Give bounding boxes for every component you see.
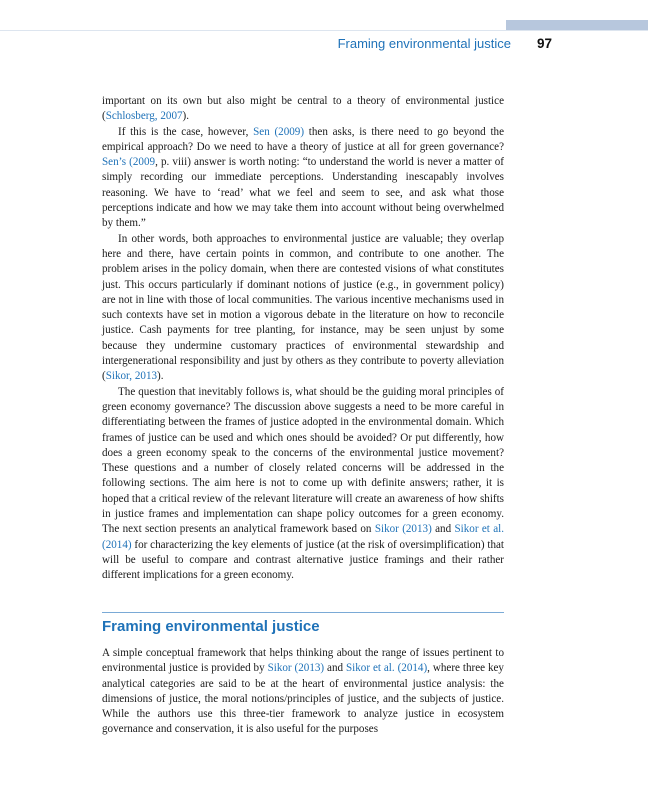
section-heading: Framing environmental justice xyxy=(102,618,320,635)
citation-link[interactable]: Schlosberg, 2007 xyxy=(105,110,183,123)
paragraph-guiding-principles: The question that inevitably follows is, what should be the guiding moral principles of green economy governance? The discussion above suggests a need to be more careful in differentiating between the frames of justice adopted in the environmental domain. Which frames of justice can be used and which ones should be avoided? Or put differently, how does a green economy speak to the concerns of the environmental justice movement? These questions and a number of closely related concerns will be addressed in the following sections. The aim here is not to come up with definite answers; rather, it is hoped that a critical review of the relevant literature will create an awareness of how shifts in justice frames and implementation can shape policy outcomes for a green economy. The next section presents an analytical framework based on Sikor (2013) and Sikor et al. (2014) for characterizing the key elements of justice (at the risk of oversimplification) that will be useful to compare and contrast alternative justice framings and their rather different implications for a green economy. xyxy=(102,385,504,582)
page-number: 97 xyxy=(536,36,552,51)
citation-link[interactable]: Sikor, 2013 xyxy=(105,370,158,383)
paragraph-approaches: In other words, both approaches to environmental justice are valuable; they overlap here and there, have certain points in common, and contribute to one another. The problem arises in the policy domain, when there are contested visions of what constitutes just. This occurs particularly if dominant notions of justice (e.g., in government policy) are not in line with those of local communities. The various incentive mechanisms used in such contexts have set in motion a vigorous debate in the literature on how to reconcile justice. Cash payments for tree planting, for instance, may be seen unjust by some because they undermine customary practices of environmental stewardship and intergenerational responsibility and just by others as they contribute to poverty alleviation (Sikor, 2013). xyxy=(102,232,504,383)
citation-link[interactable]: Sikor et al. (2014) xyxy=(345,662,428,675)
header-accent-bar xyxy=(506,20,648,30)
citation-link[interactable]: Sikor (2013) xyxy=(267,662,325,675)
running-title: Framing environmental justice xyxy=(337,36,511,51)
citation-link[interactable]: Sikor (2013) xyxy=(374,523,432,536)
citation-link[interactable]: Sen (2009) xyxy=(253,125,305,138)
body-text-main xyxy=(102,94,504,584)
section-divider xyxy=(102,612,504,613)
body-text-section xyxy=(102,646,504,738)
paragraph-sen-theory: If this is the case, however, Sen (2009) then asks, is there need to go beyond the empirical approach? Do we need to have a theory of justice at all for green governance? Sen’s (2009, p. viii) answer is worth noting: “to understand the world is never a matter of simply recording our immediate perceptions. Understanding inescapably involves reasoning. We have to ‘read’ what we feel and seem to see, and ask what those perceptions indicate and how we may take them into account without being overwhelmed by them.” xyxy=(102,125,505,230)
header-rule xyxy=(0,30,648,31)
paragraph-framework: A simple conceptual framework that helps thinking about the range of issues pertinent to environmental justice is provided by Sikor (2013) and Sikor et al. (2014), where three key analytical categories are said to be at the heart of environmental justice analysis: the dimensions of justice, the moral notions/principles of justice, and the subjects of justice. While the authors use this three-tier framework to analyze justice in ecosystem governance and conservation, it is also useful for the purposes xyxy=(102,647,504,736)
citation-link[interactable]: Sen’s (2009 xyxy=(102,156,156,169)
paragraph-continuation: important on its own but also might be central to a theory of environmental justice (Schlosberg, 2007). xyxy=(102,95,504,123)
running-head xyxy=(100,35,552,53)
citation-link[interactable]: Sikor et al. (2014) xyxy=(102,523,504,551)
